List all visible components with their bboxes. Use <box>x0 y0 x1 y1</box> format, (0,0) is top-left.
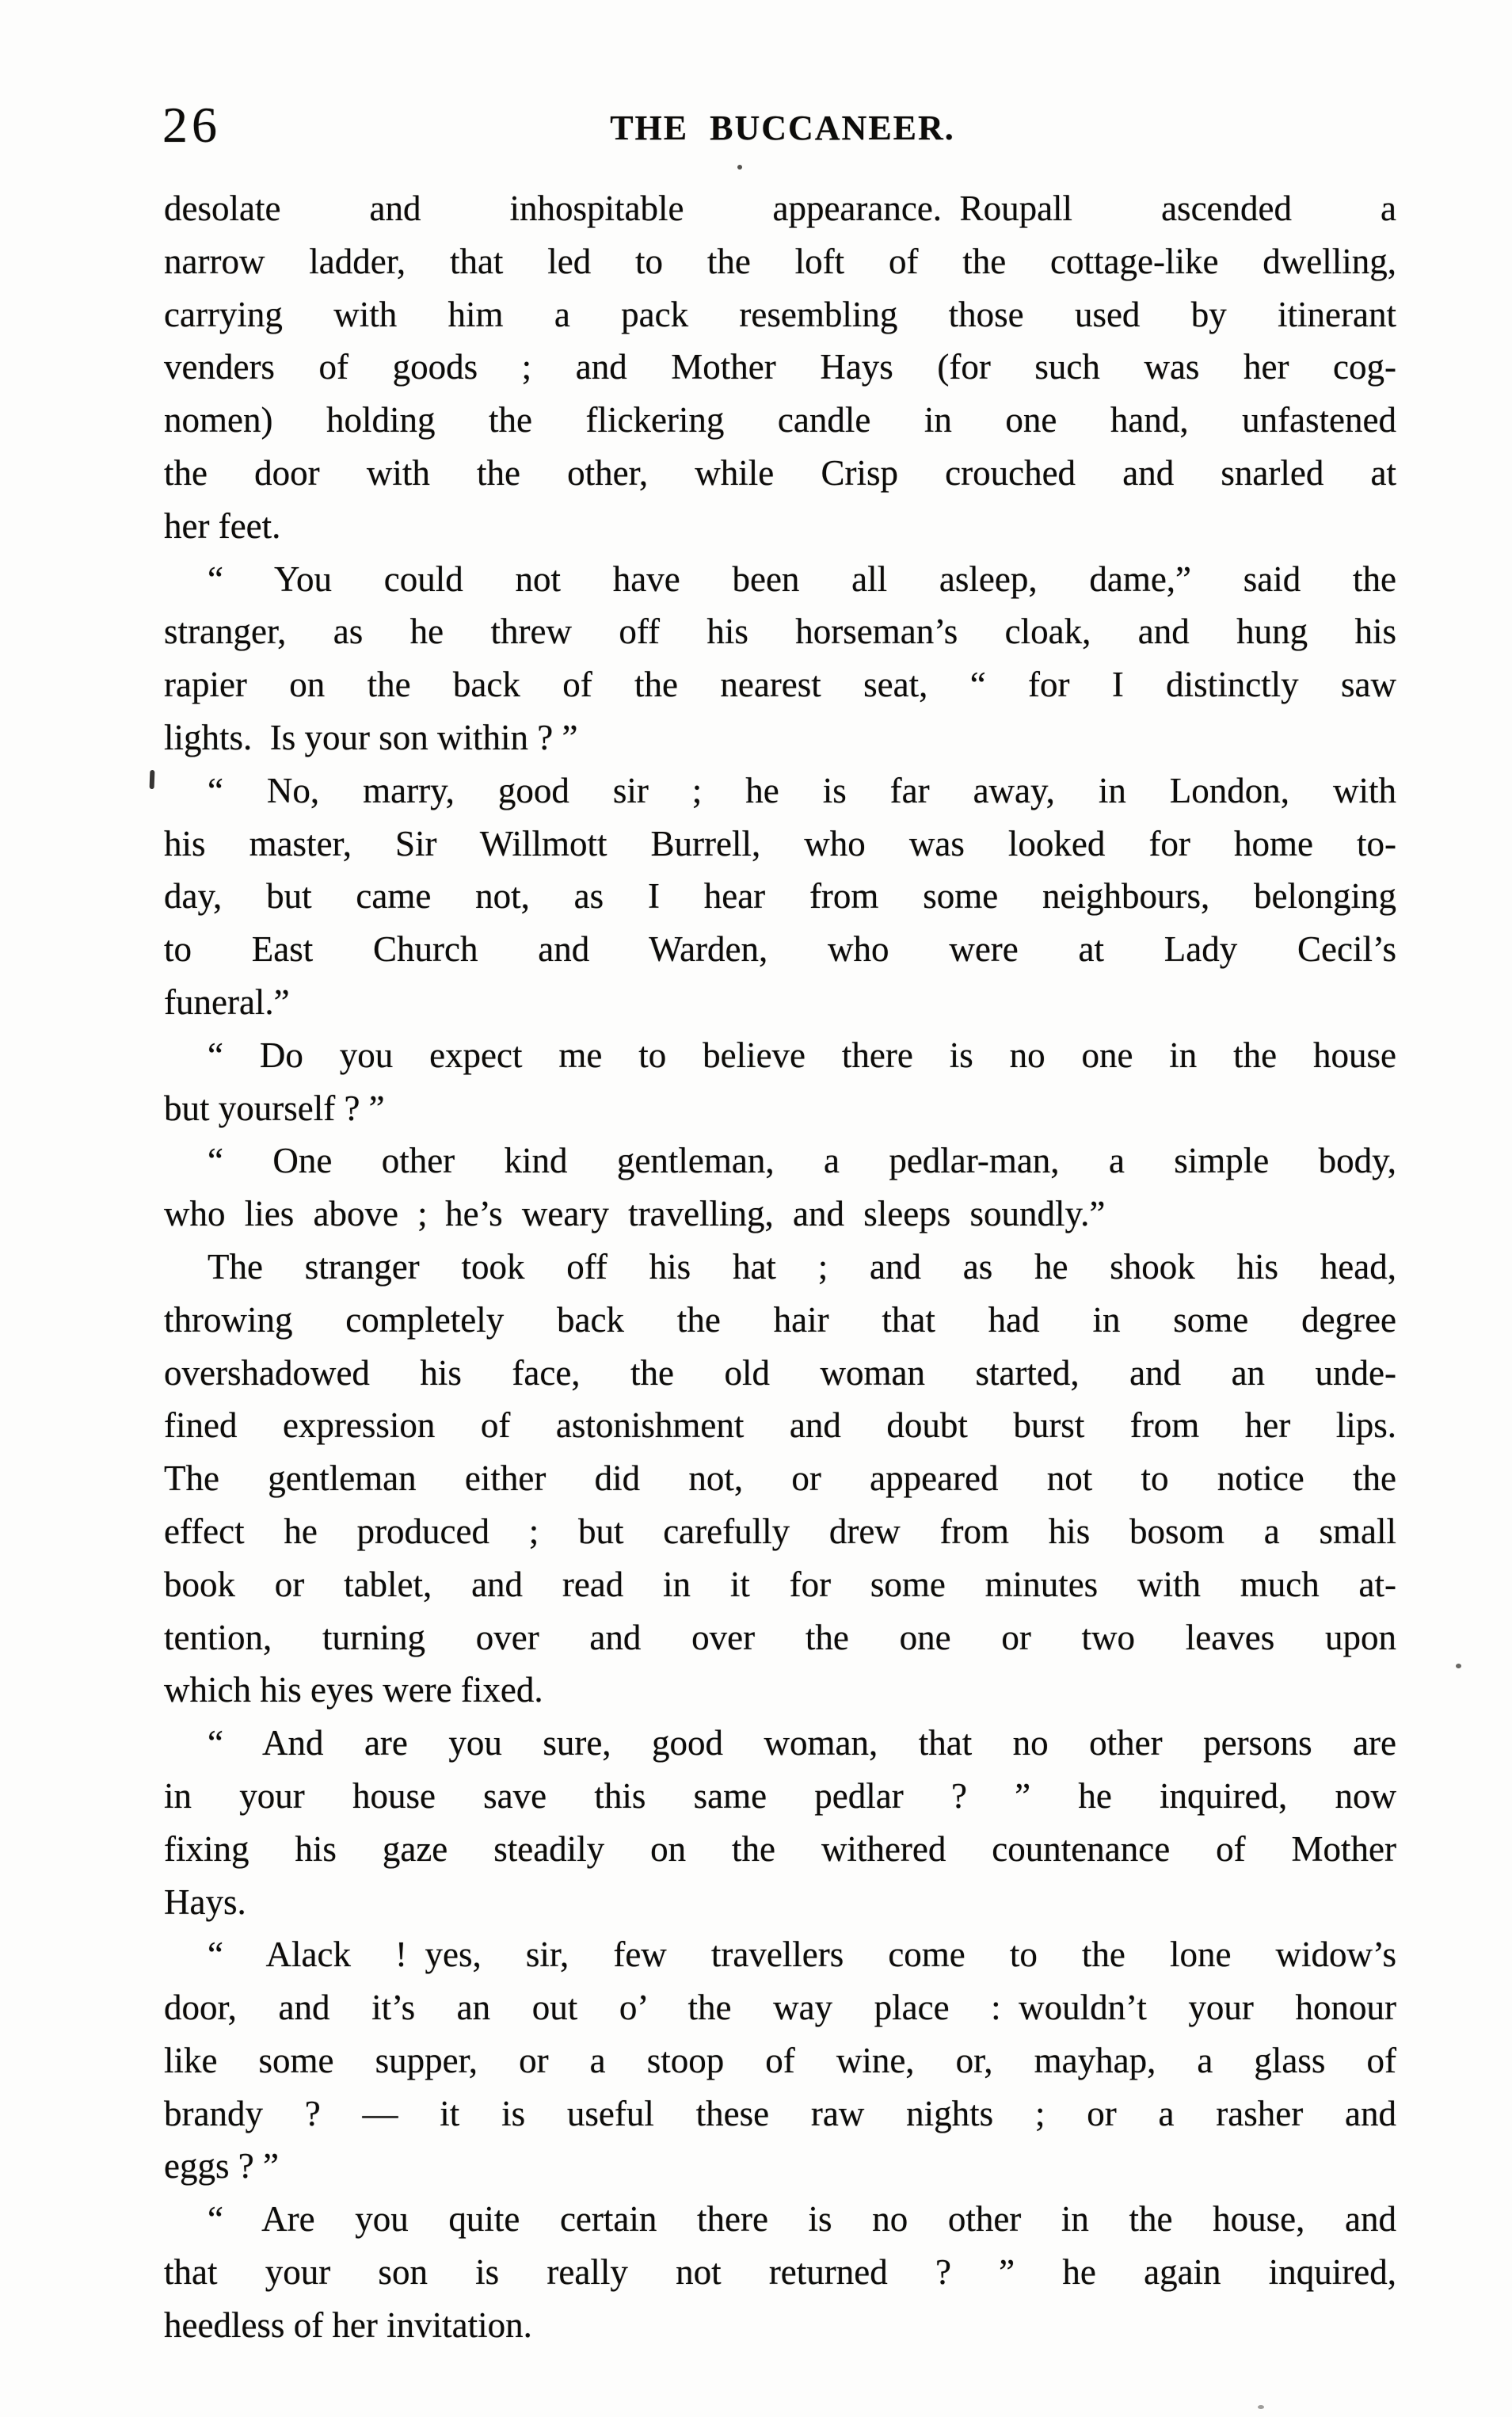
body-text <box>164 182 1396 2352</box>
text-line: door, and it’s an out o’ the way place : wouldn’t your honour <box>164 1988 1396 2028</box>
text-line: like some supper, or a stoop of wine, or, mayhap, a glass of <box>164 2040 1396 2080</box>
text-line: eggs ? ” <box>164 2146 279 2186</box>
text-line: fined expression of astonishment and doubt burst from her lips. <box>164 1405 1396 1446</box>
text-line: funeral.” <box>164 982 290 1022</box>
text-line: narrow ladder, that led to the loft of the cottage-like dwelling, <box>164 241 1396 281</box>
text-line: rapier on the back of the nearest seat, “ for I distinctly saw <box>164 665 1396 705</box>
running-header: THE BUCCANEER. <box>610 109 955 147</box>
text-line: the door with the other, while Crisp crouched and snarled at <box>164 452 1396 493</box>
text-line: overshadowed his face, the old woman started, and an unde- <box>164 1352 1396 1393</box>
text-line: tention, turning over and over the one or two leaves upon <box>164 1617 1396 1657</box>
page-number: 26 <box>162 97 221 153</box>
text-line: which his eyes were fixed. <box>164 1670 543 1710</box>
text-line: “ Do you expect me to believe there is no one in the house <box>208 1035 1396 1075</box>
text-line: that your son is really not returned ? ” he again inquired, <box>164 2252 1396 2293</box>
text-line: The gentleman either did not, or appeared not to notice the <box>164 1458 1396 1499</box>
ink-speck <box>1456 1664 1461 1668</box>
text-line: nomen) holding the flickering candle in one hand, unfastened <box>164 400 1396 440</box>
text-line: his master, Sir Willmott Burrell, who was looked for home to- <box>164 823 1396 863</box>
text-line: “ Alack ! yes, sir, few travellers come to the lone widow’s <box>208 1935 1396 1975</box>
text-line: in your house save this same pedlar ? ” he inquired, now <box>164 1775 1396 1816</box>
text-line: venders of goods ; and Mother Hays (for such was her cog- <box>164 347 1396 387</box>
text-line: carrying with him a pack resembling those used by itinerant <box>164 294 1396 334</box>
ink-speck <box>737 165 742 170</box>
text-line: her feet. <box>164 505 281 546</box>
text-line: “ And are you sure, good woman, that no other persons are <box>208 1723 1396 1763</box>
text-line: The stranger took off his hat ; and as he shook his head, <box>208 1246 1396 1287</box>
text-line: “ Are you quite certain there is no other in the house, and <box>208 2199 1396 2240</box>
text-line: book or tablet, and read in it for some minutes with much at- <box>164 1564 1396 1604</box>
text-line: but yourself ? ” <box>164 1088 385 1128</box>
text-line: effect he produced ; but carefully drew from his bosom a small <box>164 1511 1396 1551</box>
text-line: throwing completely back the hair that had in some degree <box>164 1299 1396 1340</box>
text-line: “ No, marry, good sir ; he is far away, in London, with <box>208 770 1396 810</box>
text-line: stranger, as he threw off his horseman’s cloak, and hung his <box>164 612 1396 652</box>
text-line: lights. Is your son within ? ” <box>164 717 578 757</box>
text-line: “ You could not have been all asleep, dame,” said the <box>208 559 1396 599</box>
text-line: fixing his gaze steadily on the withered countenance of Mother <box>164 1828 1396 1869</box>
text-line: desolate and inhospitable appearance. Roupall ascended a <box>164 189 1396 228</box>
text-line: heedless of her invitation. <box>164 2305 532 2345</box>
text-line: day, but came not, as I hear from some neighbours, belonging <box>164 876 1396 917</box>
text-line: Hays. <box>164 1881 246 1922</box>
text-line: brandy ? — it is useful these raw nights ; or a rasher and <box>164 2093 1396 2133</box>
ink-speck <box>1258 2405 1264 2409</box>
text-line: to East Church and Warden, who were at Lady Cecil’s <box>164 929 1396 970</box>
text-line: “ One other kind gentleman, a pedlar-man, a simple body, <box>208 1141 1396 1181</box>
text-line: who lies above ; he’s weary travelling, and sleeps soundly.” <box>164 1194 1106 1234</box>
margin-ink-mark <box>150 770 155 789</box>
